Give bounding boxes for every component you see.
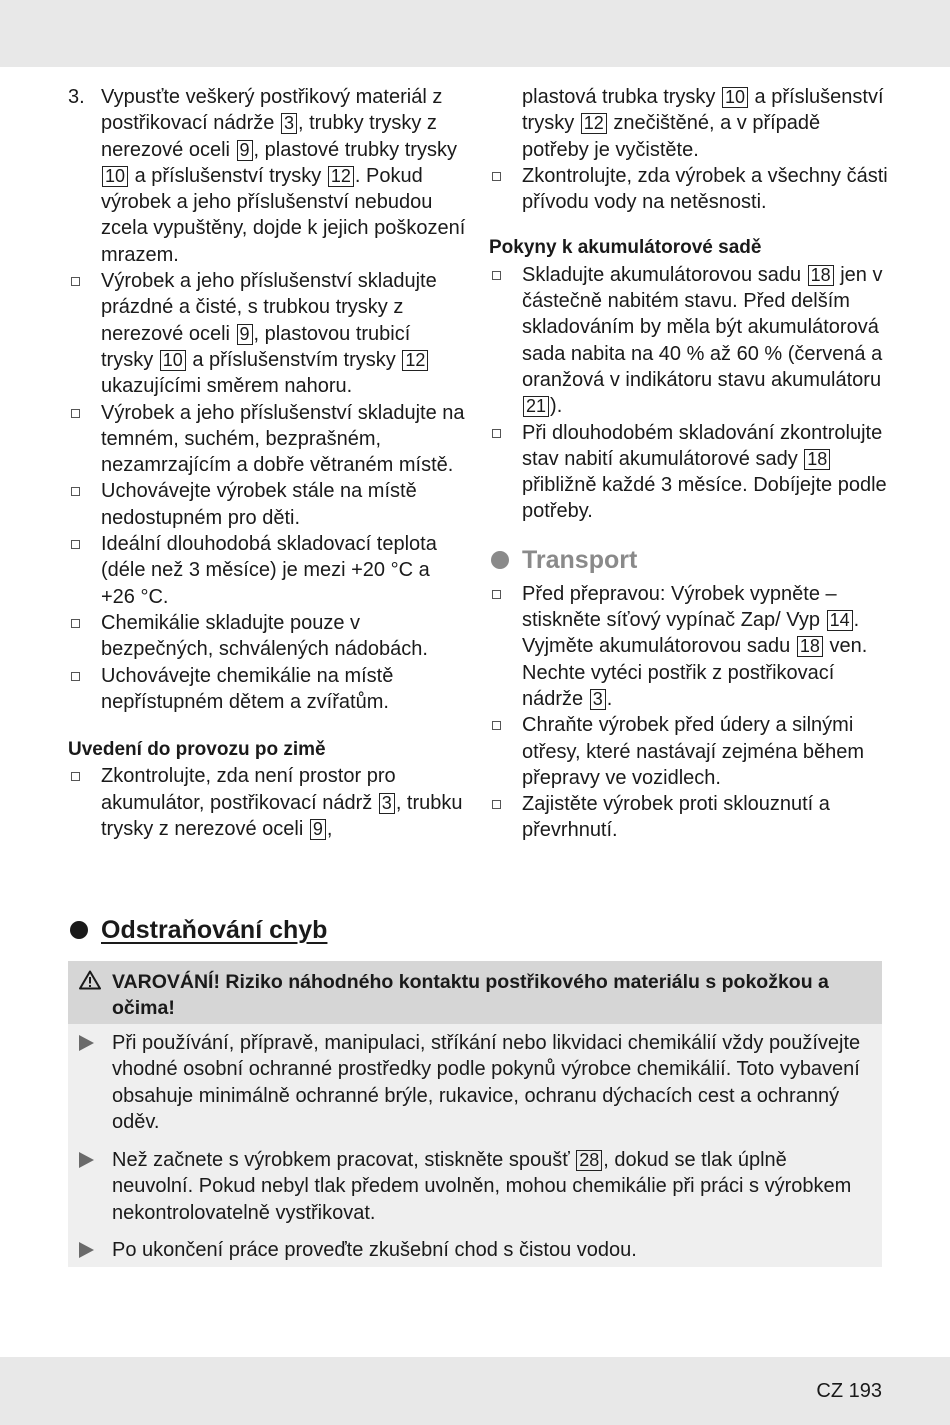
header-band	[0, 0, 950, 67]
section-dot-icon	[491, 551, 509, 569]
bullet-square-icon	[71, 540, 80, 549]
warning-item-pressure: Než začnete s výrobkem pracovat, stiskněte spoušť 28 , dokud se tlak úplně neuvolní. Pokud nebyl tlak předem uvolněn, mohou chemikálie při práci s výrobkem nekontrolovatelně vystřikovat.	[112, 1147, 872, 1226]
list-item-battery-check: Při dlouhodobém skladování zkontrolujte stav nabití akumulátorové sady 18 přibližně každé 3 měsíce. Dobíjejte podle potřeby.	[489, 420, 889, 525]
battery-heading: Pokyny k akumulátorové sadě	[489, 237, 762, 259]
ref-number: 9	[237, 140, 253, 161]
ref-number: 18	[804, 449, 830, 470]
list-item-battery-store: Skladujte akumulátorovou sadu 18 jen v částečně nabitém stavu. Před delším skladováním by měla být akumulátorová sada nabita na 40 % až 60 % (červená a oranžová v indikátoru stavu akumulátoru 21 ).	[489, 262, 889, 420]
left-column	[68, 84, 468, 842]
arrow-right-icon	[79, 1242, 94, 1258]
list-item-transport-prep: Před přepravou: Výrobek vypněte – stiskněte síťový vypínač Zap/ Vyp 14 . Vyjměte akumulátorovou sadu 18 ven. Nechte vytéci postřik z postřikovací nádrže 3 .	[489, 581, 889, 712]
list-item-temperature: Ideální dlouhodobá skladovací teplota (déle než 3 měsíce) je mezi +20 °C a +26 °C.	[68, 531, 468, 610]
transport-heading: Transport	[489, 545, 889, 575]
ref-number: 12	[402, 350, 428, 371]
list-item-transport-secure: Zajistěte výrobek proti sklouznutí a převrhnutí.	[489, 791, 889, 844]
footer-band	[0, 1357, 950, 1425]
ref-number: 12	[581, 113, 607, 134]
winter-item-continued: plastová trubka trysky 10 a příslušenství trysky 12 znečištěné, a v případě potřeby je vyčistěte.	[522, 86, 884, 161]
bullet-square-icon	[492, 721, 501, 730]
ref-number: 12	[328, 166, 354, 187]
warning-box	[68, 961, 882, 1267]
ref-number: 3	[281, 113, 297, 134]
warning-item-test-run: Po ukončení práce proveďte zkušební chod s čistou vodou.	[112, 1237, 872, 1263]
bullet-square-icon	[71, 619, 80, 628]
ref-number: 10	[160, 350, 186, 371]
ref-number: 14	[827, 610, 853, 631]
bullet-square-icon	[492, 172, 501, 181]
bullet-square-icon	[492, 800, 501, 809]
ref-number: 9	[237, 324, 253, 345]
warning-item-ppe: Při používání, přípravě, manipulaci, stříkání nebo likvidaci chemikálií vždy používejte vhodné osobní ochranné prostředky podle pokynů výrobce chemikálií. Toto vybavení obsahuje minimálně ochranné brýle, rukavice, ochranu dýchacích cest a ochranný oděv.	[112, 1030, 872, 1135]
arrow-right-icon	[79, 1152, 94, 1168]
list-item-dark: Výrobek a jeho příslušenství skladujte na temném, suchém, bezprašném, nezamrzajícím a dobře větraném místě.	[68, 400, 468, 479]
list-item-step-3: 3. Vypusťte veškerý postřikový materiál z postřikovací nádrže 3 , trubky trysky z nerezové oceli 9 , plastové trubky trysky 10 a příslušenství trysky 12 . Pokud výrobek a jeho příslušenství nebudou zcela vypuštěny, dojde k jejich poškození mrazem.	[68, 86, 466, 266]
bullet-square-icon	[71, 772, 80, 781]
bullet-square-icon	[492, 590, 501, 599]
warning-header	[68, 961, 882, 1024]
list-item-chemicals: Chemikálie skladujte pouze v bezpečných, schválených nádobách.	[68, 610, 468, 663]
step-number: 3.	[68, 86, 85, 108]
ref-number: 21	[523, 396, 549, 417]
winter-heading: Uvedení do provozu po zimě	[68, 739, 326, 761]
list-item-winter: Zkontrolujte, zda není prostor pro akumulátor, postřikovací nádrž 3 , trubku trysky z nerezové oceli 9 ,	[68, 763, 468, 842]
bullet-square-icon	[492, 271, 501, 280]
list-item-chemicals-children: Uchovávejte chemikálie na místě nepřístupném dětem a zvířatům.	[68, 663, 468, 716]
bullet-square-icon	[492, 429, 501, 438]
ref-number: 28	[576, 1150, 602, 1171]
page-number: CZ 193	[816, 1380, 882, 1402]
right-column	[489, 84, 889, 844]
list-item-store: Výrobek a jeho příslušenství skladujte prázdné a čisté, s trubkou trysky z nerezové oceli 9 , plastovou trubicí trysky 10 a příslušenstvím trysky 12 ukazujícími směrem nahoru.	[68, 268, 468, 399]
ref-number: 3	[590, 689, 606, 710]
bullet-square-icon	[71, 409, 80, 418]
troubleshooting-heading: Odstraňování chyb	[68, 914, 327, 946]
list-item-transport-protect: Chraňte výrobek před údery a silnými otřesy, které nastávají zejména během přepravy ve vozidlech.	[489, 712, 889, 791]
arrow-right-icon	[79, 1035, 94, 1051]
warning-text: VAROVÁNÍ! Riziko náhodného kontaktu postřikového materiálu s pokožkou a očima!	[112, 971, 829, 1019]
ref-number: 18	[808, 265, 834, 286]
ref-number: 10	[722, 87, 748, 108]
ref-number: 18	[797, 636, 823, 657]
ref-number: 10	[102, 166, 128, 187]
list-item-leak: Zkontrolujte, zda výrobek a všechny části přívodu vody na netěsnosti.	[489, 163, 889, 216]
section-dot-icon	[70, 921, 88, 939]
warning-icon	[79, 970, 101, 990]
ref-number: 9	[310, 819, 326, 840]
bullet-square-icon	[71, 487, 80, 496]
list-item-children: Uchovávejte výrobek stále na místě nedostupném pro děti.	[68, 478, 468, 531]
bullet-square-icon	[71, 672, 80, 681]
ref-number: 3	[379, 793, 395, 814]
bullet-square-icon	[71, 277, 80, 286]
